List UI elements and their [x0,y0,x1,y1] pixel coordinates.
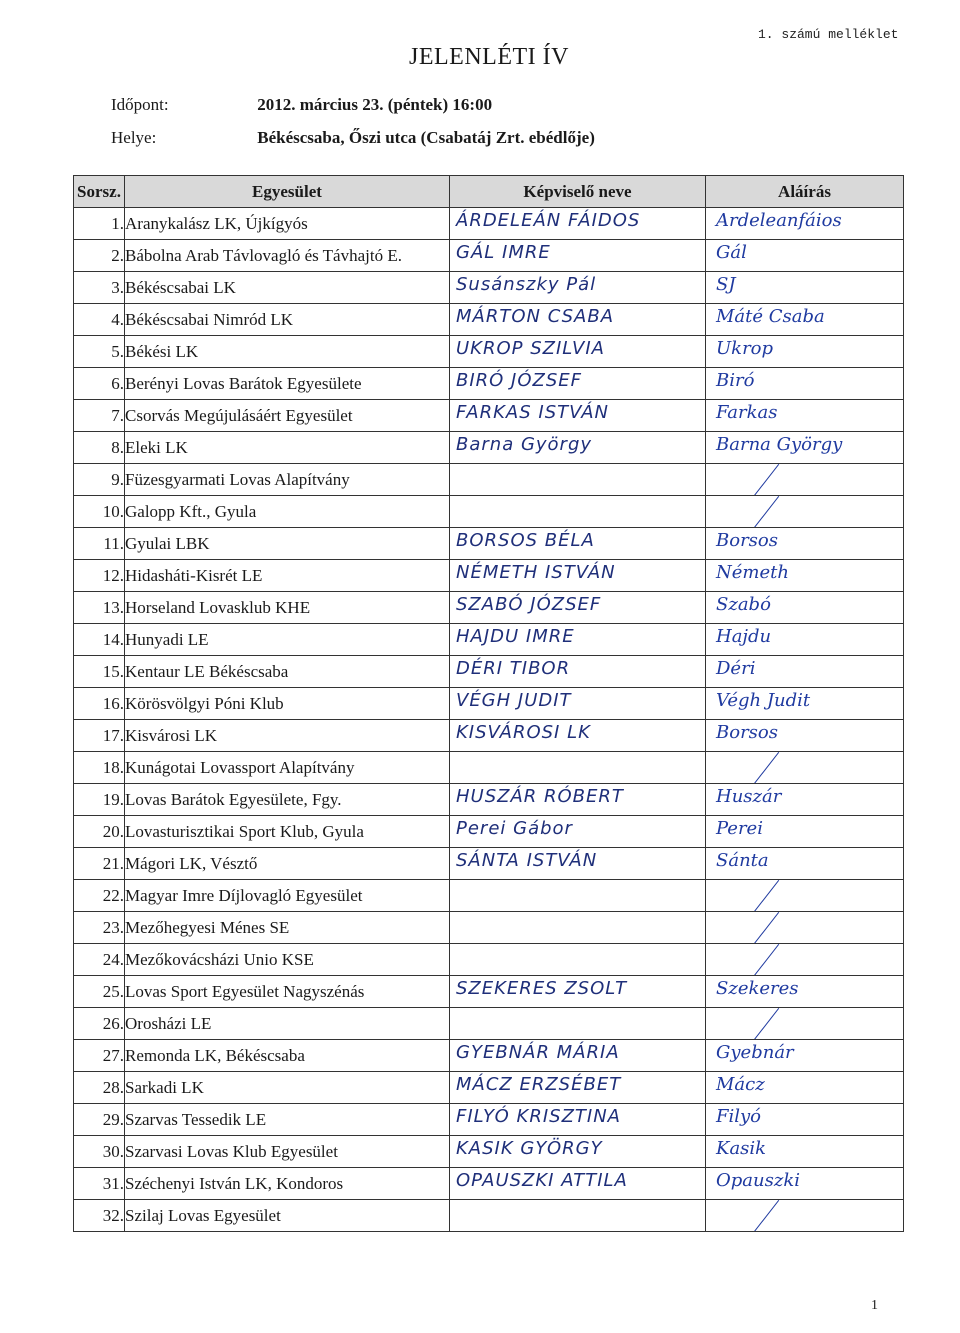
representative-cell [450,656,706,688]
club-name-cell: Remonda LK, Békéscsaba [125,1040,450,1072]
time-label: Időpont: [111,95,169,114]
signature-handwriting: Opauszki [716,1170,800,1191]
signature-cell [706,240,904,272]
table-row [74,976,904,1008]
row-number-cell: 7. [74,400,125,432]
club-name-cell: Berényi Lovas Barátok Egyesülete [125,368,450,400]
row-number-cell: 2. [74,240,125,272]
club-name-cell: Csorvás Megújulásáért Egyesület [125,400,450,432]
signature-cell [706,816,904,848]
table-header-row [74,176,904,208]
table-row [74,1104,904,1136]
row-number-cell: 28. [74,1072,125,1104]
club-name-cell: Aranykalász LK, Újkígyós [125,208,450,240]
club-name-cell: Lovasturisztikai Sport Klub, Gyula [125,816,450,848]
row-number-cell: 22. [74,880,125,912]
signature-cell [706,208,904,240]
representative-cell [450,592,706,624]
table-row [74,272,904,304]
representative-handwriting: GYEBNÁR MÁRIA [456,1042,620,1063]
row-number-cell: 23. [74,912,125,944]
table-row [74,944,904,976]
table-row [74,336,904,368]
attendance-table [73,175,904,1232]
signature-cell [706,400,904,432]
signature-handwriting: Borsos [716,530,778,551]
info-time-row [111,95,492,115]
signature-cell [706,592,904,624]
club-name-cell: Orosházi LE [125,1008,450,1040]
representative-handwriting: SZABÓ JÓZSEF [456,594,602,615]
signature-cell [706,368,904,400]
table-row [74,816,904,848]
club-name-cell: Szarvasi Lovas Klub Egyesület [125,1136,450,1168]
club-name-cell: Békéscsabai LK [125,272,450,304]
signature-handwriting: Farkas [716,402,778,423]
header-club: Egyesület [125,176,450,208]
club-name-cell: Horseland Lovasklub KHE [125,592,450,624]
signature-cell [706,1008,904,1040]
row-number-cell: 6. [74,368,125,400]
signature-cell [706,560,904,592]
representative-handwriting: Susánszky Pál [456,274,597,295]
representative-cell [450,1040,706,1072]
representative-handwriting: UKROP SZILVIA [456,338,605,359]
signature-handwriting: Szekeres [716,978,799,999]
row-number-cell: 5. [74,336,125,368]
table-row [74,880,904,912]
signature-cell [706,624,904,656]
row-number-cell: 16. [74,688,125,720]
table-row [74,560,904,592]
club-name-cell: Mezőkovácsházi Unio KSE [125,944,450,976]
page-title: JELENLÉTI ÍV [409,44,569,70]
row-number-cell: 25. [74,976,125,1008]
club-name-cell: Galopp Kft., Gyula [125,496,450,528]
signature-handwriting: Hajdu [716,626,772,647]
representative-cell [450,432,706,464]
table-row [74,528,904,560]
representative-cell [450,1072,706,1104]
signature-handwriting: Ardeleanfáios [716,210,842,231]
row-number-cell: 30. [74,1136,125,1168]
table-row [74,208,904,240]
club-name-cell: Szarvas Tessedik LE [125,1104,450,1136]
no-signature-slash [754,944,779,976]
signature-cell [706,272,904,304]
representative-cell [450,1008,706,1040]
row-number-cell: 1. [74,208,125,240]
row-number-cell: 11. [74,528,125,560]
table-row [74,1136,904,1168]
signature-cell [706,1104,904,1136]
representative-handwriting: OPAUSZKI ATTILA [456,1170,628,1191]
club-name-cell: Magyar Imre Díjlovagló Egyesület [125,880,450,912]
club-name-cell: Lovas Barátok Egyesülete, Fgy. [125,784,450,816]
table-row [74,720,904,752]
table-row [74,432,904,464]
club-name-cell: Szilaj Lovas Egyesület [125,1200,450,1232]
representative-cell [450,272,706,304]
signature-cell [706,880,904,912]
representative-handwriting: NÉMETH ISTVÁN [456,562,616,583]
signature-handwriting: Gál [716,242,747,263]
signature-cell [706,496,904,528]
signature-cell [706,688,904,720]
row-number-cell: 21. [74,848,125,880]
no-signature-slash [754,496,779,528]
no-signature-slash [754,1200,779,1232]
representative-cell [450,1168,706,1200]
signature-cell [706,304,904,336]
representative-cell [450,528,706,560]
signature-handwriting: Mácz [716,1074,765,1095]
row-number-cell: 26. [74,1008,125,1040]
representative-cell [450,304,706,336]
club-name-cell: Mágori LK, Vésztő [125,848,450,880]
row-number-cell: 18. [74,752,125,784]
table-row [74,1072,904,1104]
club-name-cell: Eleki LK [125,432,450,464]
place-label: Helye: [111,128,157,147]
row-number-cell: 17. [74,720,125,752]
row-number-cell: 9. [74,464,125,496]
representative-cell [450,560,706,592]
no-signature-slash [754,880,779,912]
table-row [74,912,904,944]
header-number: Sorsz. [74,176,125,208]
representative-handwriting: GÁL IMRE [456,242,551,263]
representative-handwriting: DÉRI TIBOR [456,658,571,679]
representative-cell [450,400,706,432]
signature-handwriting: Szabó [716,594,771,615]
attachment-note: 1. számú melléklet [758,27,899,42]
representative-cell [450,688,706,720]
signature-cell [706,720,904,752]
row-number-cell: 3. [74,272,125,304]
club-name-cell: Hidasháti-Kisrét LE [125,560,450,592]
representative-cell [450,912,706,944]
table-row [74,1168,904,1200]
signature-cell [706,1072,904,1104]
row-number-cell: 31. [74,1168,125,1200]
no-signature-slash [754,464,779,496]
representative-cell [450,752,706,784]
row-number-cell: 19. [74,784,125,816]
representative-cell [450,496,706,528]
representative-cell [450,784,706,816]
club-name-cell: Kunágotai Lovassport Alapítvány [125,752,450,784]
no-signature-slash [754,912,779,944]
representative-handwriting: Barna György [456,434,593,455]
signature-handwriting: Sánta [716,850,769,871]
representative-handwriting: SZEKERES ZSOLT [456,978,628,999]
club-name-cell: Mezőhegyesi Ménes SE [125,912,450,944]
signature-handwriting: Végh Judit [716,690,811,711]
representative-cell [450,880,706,912]
club-name-cell: Füzesgyarmati Lovas Alapítvány [125,464,450,496]
signature-handwriting: Németh [716,562,789,583]
club-name-cell: Békési LK [125,336,450,368]
row-number-cell: 13. [74,592,125,624]
table-row [74,1200,904,1232]
row-number-cell: 27. [74,1040,125,1072]
place-value: Békéscsaba, Őszi utca (Csabatáj Zrt. ebédlője) [257,128,595,147]
table-row [74,368,904,400]
representative-cell [450,720,706,752]
representative-handwriting: ÁRDELEÁN FÁIDOS [456,210,641,231]
club-name-cell: Kisvárosi LK [125,720,450,752]
table-row [74,496,904,528]
representative-cell [450,208,706,240]
signature-handwriting: Ukrop [716,338,774,359]
table-row [74,592,904,624]
table-row [74,624,904,656]
table-row [74,1040,904,1072]
representative-cell [450,464,706,496]
signature-cell [706,1200,904,1232]
signature-handwriting: Máté Csaba [716,306,825,327]
time-value: 2012. március 23. (péntek) 16:00 [257,95,493,114]
representative-handwriting: HAJDU IMRE [456,626,575,647]
row-number-cell: 24. [74,944,125,976]
signature-handwriting: Gyebnár [716,1042,794,1063]
signature-cell [706,976,904,1008]
signature-cell [706,464,904,496]
representative-cell [450,624,706,656]
representative-cell [450,1200,706,1232]
row-number-cell: 12. [74,560,125,592]
row-number-cell: 32. [74,1200,125,1232]
signature-handwriting: Borsos [716,722,778,743]
representative-handwriting: Perei Gábor [456,818,573,839]
representative-handwriting: HUSZÁR RÓBERT [456,786,624,807]
info-place-row [111,128,595,148]
club-name-cell: Hunyadi LE [125,624,450,656]
representative-handwriting: SÁNTA ISTVÁN [456,850,598,871]
representative-handwriting: KISVÁROSI LK [456,722,591,743]
representative-handwriting: VÉGH JUDIT [456,690,572,711]
signature-cell [706,944,904,976]
signature-handwriting: Barna György [716,434,843,455]
table-row [74,1008,904,1040]
table-row [74,688,904,720]
row-number-cell: 15. [74,656,125,688]
no-signature-slash [754,1008,779,1040]
page-number: 1 [871,1298,878,1313]
representative-cell [450,816,706,848]
row-number-cell: 14. [74,624,125,656]
signature-handwriting: SJ [716,274,736,295]
representative-handwriting: BIRÓ JÓZSEF [456,370,583,391]
representative-handwriting: FILYÓ KRISZTINA [456,1106,621,1127]
table-row [74,304,904,336]
signature-cell [706,848,904,880]
row-number-cell: 8. [74,432,125,464]
representative-cell [450,336,706,368]
table-row [74,752,904,784]
club-name-cell: Széchenyi István LK, Kondoros [125,1168,450,1200]
table-row [74,464,904,496]
signature-handwriting: Biró [716,370,755,391]
table-row [74,784,904,816]
signature-cell [706,656,904,688]
club-name-cell: Bábolna Arab Távlovagló és Távhajtó E. [125,240,450,272]
representative-cell [450,1104,706,1136]
club-name-cell: Sarkadi LK [125,1072,450,1104]
signature-handwriting: Huszár [716,786,782,807]
signature-cell [706,912,904,944]
representative-handwriting: MÁCZ ERZSÉBET [456,1074,622,1095]
table-row [74,240,904,272]
table-row [74,656,904,688]
club-name-cell: Gyulai LBK [125,528,450,560]
representative-cell [450,944,706,976]
row-number-cell: 20. [74,816,125,848]
representative-cell [450,240,706,272]
representative-handwriting: KASIK GYÖRGY [456,1138,603,1159]
signature-handwriting: Kasik [716,1138,767,1159]
signature-cell [706,528,904,560]
row-number-cell: 29. [74,1104,125,1136]
header-representative: Képviselő neve [450,176,706,208]
representative-handwriting: BORSOS BÉLA [456,530,595,551]
representative-cell [450,976,706,1008]
row-number-cell: 10. [74,496,125,528]
table-row [74,400,904,432]
signature-handwriting: Filyó [716,1106,762,1127]
row-number-cell: 4. [74,304,125,336]
header-signature: Aláírás [706,176,904,208]
club-name-cell: Lovas Sport Egyesület Nagyszénás [125,976,450,1008]
club-name-cell: Kentaur LE Békéscsaba [125,656,450,688]
representative-cell [450,1136,706,1168]
signature-cell [706,1040,904,1072]
no-signature-slash [754,752,779,784]
signature-cell [706,432,904,464]
representative-cell [450,848,706,880]
signature-cell [706,784,904,816]
signature-handwriting: Perei [716,818,763,839]
signature-cell [706,1136,904,1168]
club-name-cell: Körösvölgyi Póni Klub [125,688,450,720]
signature-handwriting: Déri [716,658,756,679]
representative-handwriting: FARKAS ISTVÁN [456,402,609,423]
representative-cell [450,368,706,400]
signature-cell [706,1168,904,1200]
representative-handwriting: MÁRTON CSABA [456,306,615,327]
table-row [74,848,904,880]
signature-cell [706,336,904,368]
signature-cell [706,752,904,784]
club-name-cell: Békéscsabai Nimród LK [125,304,450,336]
